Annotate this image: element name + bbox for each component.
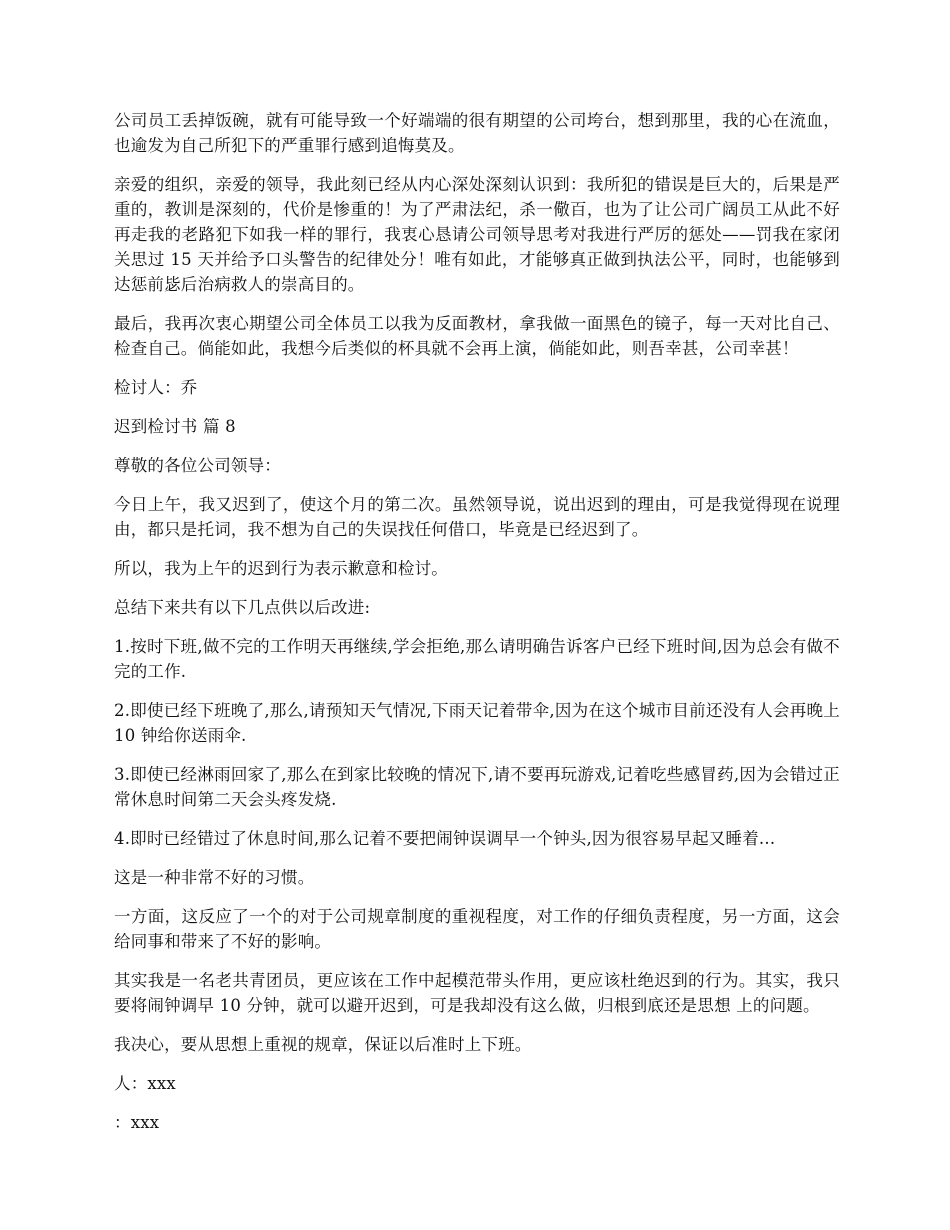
paragraph-impact: 一方面，这反应了一个的对于公司规章制度的重视程度，对工作的仔细负责程度，另一方面，这会给同事和带来了不好的影响。 — [114, 907, 840, 951]
list-item-4: 4.即时已经错过了休息时间,那么记着不要把闹钟误调早一个钟头,因为很容易早起又睡着... — [114, 829, 776, 848]
signature-date: ：xxx — [114, 1113, 160, 1132]
signature-name: 人：xxx — [114, 1074, 176, 1093]
paragraph-reflection: 其实我是一名老共青团员，更应该在工作中起模范带头作用，更应该杜绝迟到的行为。其实，我只要将闹钟调早 10 分钟，就可以避开迟到，可是我却没有这么做，归根到底还是思想 上的问题。 — [114, 971, 840, 1015]
paragraph-closing-hope: 最后，我再次衷心期望公司全体员工以我为反面教材，拿我做一面黑色的镜子，每一天对比自己、检查自己。倘能如此，我想今后类似的杯具就不会再上演，倘能如此，则吾幸甚，公司幸甚！ — [114, 314, 840, 358]
list-item-2: 2.即使已经下班晚了,那么,请预知天气情况,下雨天记着带伞,因为在这个城市目前还没有人会再晚上 10 钟给你送雨伞. — [114, 701, 840, 745]
signature-line: 检讨人：乔 — [114, 378, 198, 397]
paragraph-resolution: 我决心，要从思想上重视的规章，保证以后准时上下班。 — [114, 1035, 532, 1054]
paragraph-bad-habit: 这是一种非常不好的习惯。 — [114, 868, 315, 887]
list-item-3: 3.即使已经淋雨回家了,那么在到家比较晚的情况下,请不要再玩游戏,记着吃些感冒药,因为会错过正常休息时间第二天会头疼发烧. — [114, 765, 840, 809]
section-heading: 迟到检讨书 篇 8 — [114, 417, 236, 436]
paragraph-apology: 所以，我为上午的迟到行为表示歉意和检讨。 — [114, 559, 448, 578]
salutation: 尊敬的各位公司领导： — [114, 456, 281, 475]
paragraph-request-punishment: 亲爱的组织，亲爱的领导，我此刻已经从内心深处深刻认识到：我所犯的错误是巨大的，后果是严重的，教训是深刻的，代价是惨重的！为了严肃法纪，杀一儆百，也为了让公司广阔员工从此不好再走我的老路犯下如我一样的罪行，我衷心恳请公司领导思考对我进行严厉的惩处——罚我在家闭关思过 15 天并给予口头警告的纪律处分！唯有如此，才能够真正做到执法公平，同时，也能够到达惩前毖后治病救人的崇高目的。 — [114, 175, 840, 294]
paragraph-improvements-intro: 总结下来共有以下几点供以后改进: — [114, 598, 371, 617]
paragraph-late-again: 今日上午，我又迟到了，使这个月的第二次。虽然领导说，说出迟到的理由，可是我觉得现在说理由，都只是托词，我不想为自己的失误找任何借口，毕竟是已经迟到了。 — [114, 495, 840, 539]
document-page — [114, 108, 840, 1208]
paragraph-apology-consequence: 公司员工丢掉饭碗，就有可能导致一个好端端的很有期望的公司垮台，想到那里，我的心在流血，也逾发为自己所犯下的严重罪行感到追悔莫及。 — [114, 111, 840, 155]
list-item-1: 1.按时下班,做不完的工作明天再继续,学会拒绝,那么请明确告诉客户已经下班时间,因为总会有做不完的工作. — [114, 637, 840, 681]
